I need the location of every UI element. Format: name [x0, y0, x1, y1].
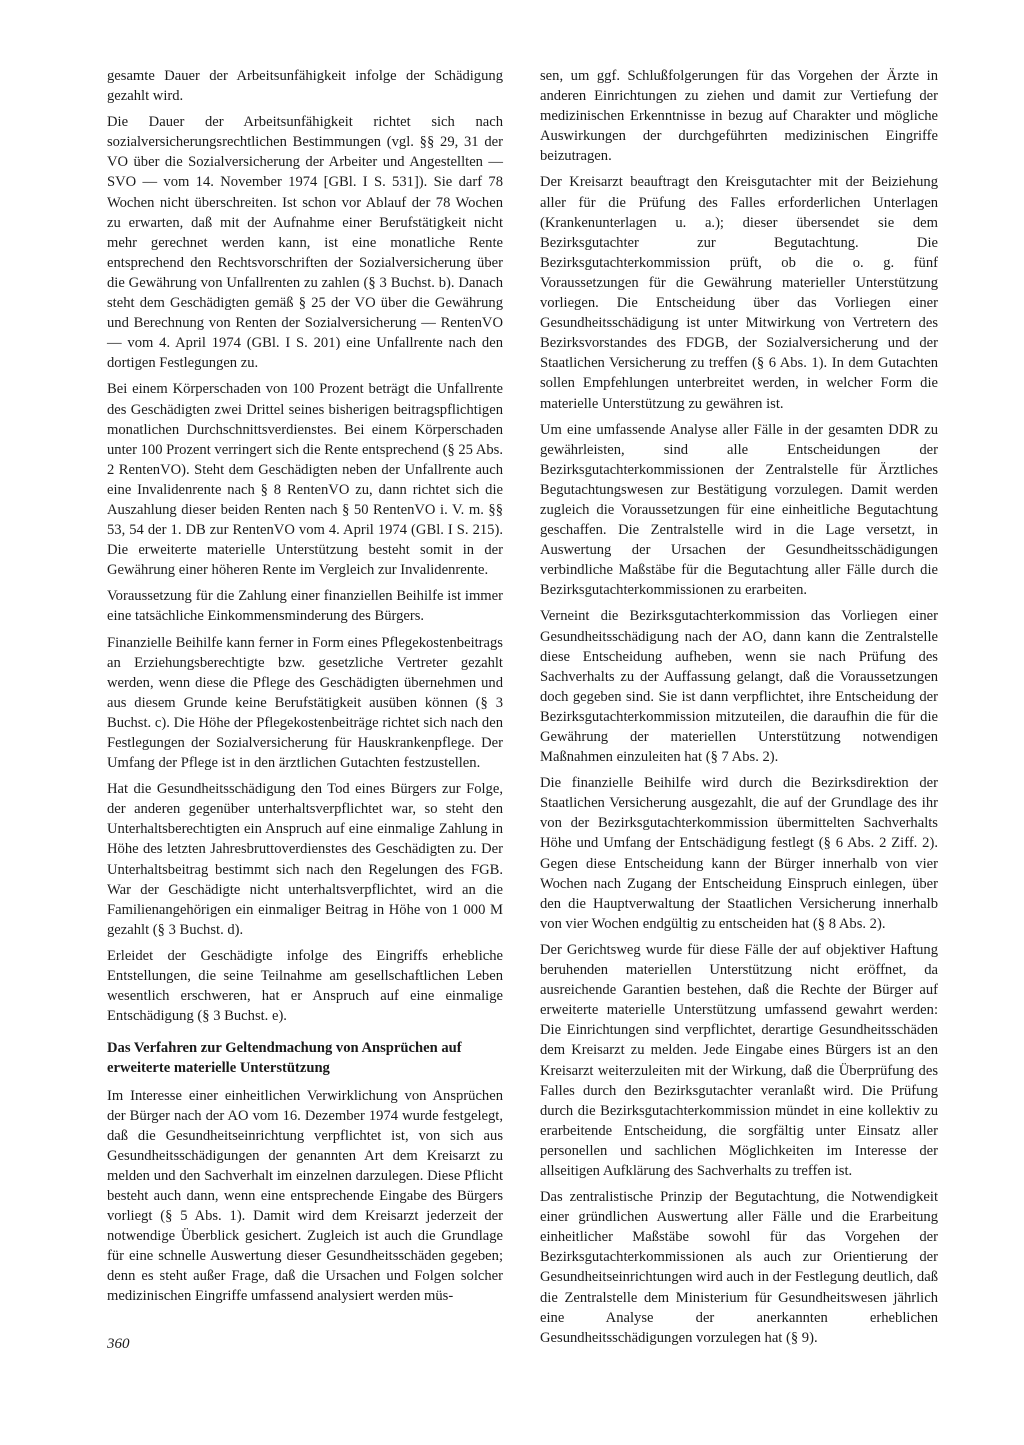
paragraph: Erleidet der Geschädigte infolge des Eingriffs erhebliche Entstellungen, die seine Teilnahme am gesellschaftlichen Leben wesentlich erschweren, hat er Anspruch auf eine einmalige Entschädigung (§ 3 Buchst. e).: [107, 947, 503, 1025]
paragraph: Finanzielle Beihilfe kann ferner in Form eines Pflegekostenbeitrags an Erziehungsberechtigte bzw. gesetzliche Vertreter gezahlt werden, wenn diese die Pflege des Geschädigten übernehmen und aus diesem Grunde keine Berufstätigkeit ausüben können (§ 3 Buchst. c). Die Höhe der Pflegekostenbeiträge richtet sich nach den Festlegungen der Sozialversicherung für Hauskrankenpflege. Der Umfang der Pflege ist in den ärztlichen Gutachten festzustellen.: [107, 634, 503, 772]
paragraph: Die Dauer der Arbeitsunfähigkeit richtet sich nach sozialversicherungsrechtlichen Bestimmungen (vgl. §§ 29, 31 der VO über die Sozialversicherung der Arbeiter und Angestellten — SVO — vom 14. November 1974 [GBl. I S. 531]). Sie darf 78 Wochen nicht überschreiten. Ist schon vor Ablauf der 78 Wochen zu erwarten, daß mit der Aufnahme einer Berufstätigkeit nicht mehr gerechnet werden kann, ist eine monatliche Rente entsprechend den Rechtsvorschriften der Sozialversicherung über die Gewährung von Unfallrenten zu zahlen (§ 3 Buchst. b). Danach steht dem Geschädigten gemäß § 25 der VO über die Gewährung und Berechnung von Renten der Sozialversicherung — RentenVO — vom 4. April 1974 (GBl. I S. 201) eine Unfallrente nach den dortigen Festlegungen zu.: [107, 114, 503, 372]
paragraph: Um eine umfassende Analyse aller Fälle in der gesamten DDR zu gewährleisten, sind alle Entscheidungen der Bezirksgutachterkommissionen der Zentralstelle für Ärztliches Begutachtungswesen zur Bestätigung vorzulegen. Damit werden zugleich die Voraussetzungen für eine einheitliche Begutachtung geschaffen. Die Zentralstelle wird in die Lage versetzt, in Auswertung der Ursachen der Gesundheitsschädigungen verbindliche Maßstäbe für die Begutachtung aller Fälle durch die Bezirksgutachterkommissionen zu erarbeiten.: [540, 421, 938, 599]
paragraph: Die finanzielle Beihilfe wird durch die Bezirksdirektion der Staatlichen Versicherung ausgezahlt, die auf der Grundlage des ihr von der Bezirksgutachterkommission übermittelten Sachverhalts Höhe und Umfang der Entschädigung festlegt (§ 6 Abs. 2 Ziff. 2). Gegen diese Entscheidung kann der Bürger innerhalb von vier Wochen nach Zugang der Entscheidung Einspruch einlegen, über den die Hauptverwaltung der Staatlichen Versicherung innerhalb von vier Wochen endgültig zu entscheiden hat (§ 8 Abs. 2).: [540, 775, 938, 932]
right-column: [540, 66, 938, 1354]
page-number: 360: [107, 1336, 130, 1352]
left-column: [107, 66, 503, 1313]
section-heading: Das Verfahren zur Geltendmachung von Ansprüchen auf erweiterte materielle Unterstützung: [107, 1040, 462, 1077]
paragraph: Im Interesse einer einheitlichen Verwirklichung von Ansprüchen der Bürger nach der AO vom 16. Dezember 1974 wurde festgelegt, daß die Gesundheitseinrichtung verpflichtet ist, von sich aus Gesundheitsschädigungen der genannten Art dem Kreisarzt zu melden und den Sachverhalt im einzelnen darzulegen. Diese Pflicht besteht auch dann, wenn eine entsprechende Eingabe des Bürgers vorliegt (§ 5 Abs. 1). Damit wird dem Kreisarzt jederzeit der notwendige Überblick gesichert. Zugleich ist auch die Grundlage für eine schnelle Auswertung dieser Gesundheitsschäden gegeben; denn es steht außer Frage, daß die Ursachen und Folgen solcher medizinischen Eingriffe umfassend analysiert werden müs-: [107, 1087, 503, 1305]
paragraph: Voraussetzung für die Zahlung einer finanziellen Beihilfe ist immer eine tatsächliche Einkommensminderung des Bürgers.: [107, 588, 503, 625]
paragraph: Der Gerichtsweg wurde für diese Fälle der auf objektiver Haftung beruhenden materiellen Unterstützung nicht eröffnet, da ausreichende Garantien bestehen, daß die Rechte der Bürger auf erweiterte materielle Unterstützung umfassend gewahrt werden: Die Einrichtungen sind verpflichtet, derartige Gesundheitsschäden dem Kreisarzt zu melden. Jede Eingabe eines Bürgers ist an den Kreisarzt weiterzuleiten mit der Wirkung, daß die Überprüfung des Falles durch den Bezirksgutachter veranlaßt wird. Die Prüfung durch die Bezirksgutachterkommission mündet in eine kollektiv zu erarbeitende Entscheidung, die sorgfältig unter Einsatz aller personellen und sachlichen Möglichkeiten im Interesse der allseitigen Aufklärung des Sachverhalts zu treffen ist.: [540, 941, 938, 1179]
paragraph: Hat die Gesundheitsschädigung den Tod eines Bürgers zur Folge, der anderen gegenüber unterhaltsverpflichtet war, so steht den Unterhaltsberechtigten ein Anspruch auf eine einmalige Zahlung in Höhe des letzten Jahresbruttoverdienstes des Geschädigten zu. Der Unterhaltsbeitrag bestimmt sich nach den Regelungen des FGB. War der Geschädigte nicht unterhaltsverpflichtet, wird an die Familienangehörigen ein einmaliger Beitrag in Höhe von 1 000 M gezahlt (§ 3 Buchst. d).: [107, 781, 503, 938]
paragraph: Das zentralistische Prinzip der Begutachtung, die Notwendigkeit einer gründlichen Auswertung aller Fälle und die Erarbeitung einheitlicher Maßstäbe sowohl für das Vorgehen der Bezirksgutachterkommissionen als auch zur Orientierung der Gesundheitseinrichtungen wird auch in der Festlegung deutlich, daß die Zentralstelle dem Ministerium für Gesundheitswesen jährlich eine Analyse der anerkannten erheblichen Gesundheitsschädigungen vorzulegen hat (§ 9).: [540, 1189, 938, 1346]
paragraph: sen, um ggf. Schlußfolgerungen für das Vorgehen der Ärzte in anderen Einrichtungen zu ziehen und damit zur Vertiefung der medizinischen Erkenntnisse in bezug auf Charakter und mögliche Auswirkungen der durchgeführten medizinischen Eingriffe beizutragen.: [540, 68, 938, 165]
paragraph: Verneint die Bezirksgutachterkommission das Vorliegen einer Gesundheitsschädigung nach der AO, dann kann die Zentralstelle diese Entscheidung aufheben, wenn sie nach Prüfung des Sachverhalts zu der Auffassung gelangt, daß die Voraussetzungen doch gegeben sind. Sie ist dann verpflichtet, ihre Entscheidung der Bezirksgutachterkommission mitzuteilen, die daraufhin die für die Gewährung der materiellen Unterstützung notwendigen Maßnahmen einzuleiten hat (§ 7 Abs. 2).: [540, 608, 938, 766]
paragraph: Der Kreisarzt beauftragt den Kreisgutachter mit der Beiziehung aller für die Prüfung des Falles erforderlichen Unterlagen (Krankenunterlagen u. a.); dieser übersendet sie dem Bezirksgutachter zur Begutachtung. Die Bezirksgutachterkommission prüft, ob die o. g. fünf Voraussetzungen für die Gewährung materieller Unterstützung vorliegen. Die Entscheidung über das Vorliegen einer Gesundheitsschädigung ist unter Mitwirkung von Vertretern des Bezirksvorstandes des FDGB, der Sozialversicherung und der Staatlichen Versicherung zu treffen (§ 6 Abs. 1). In dem Gutachten sollen Empfehlungen unterbreitet werden, in welcher Form die materielle Unterstützung zu gewähren ist.: [540, 174, 938, 412]
paragraph: gesamte Dauer der Arbeitsunfähigkeit infolge der Schädigung gezahlt wird.: [107, 68, 503, 105]
paragraph: Bei einem Körperschaden von 100 Prozent beträgt die Unfallrente des Geschädigten zwei Drittel seines bisherigen beitragspflichtigen monatlichen Durchschnittsverdienstes. Bei einem Körperschaden unter 100 Prozent verringert sich die Rente entsprechend (§ 25 Abs. 2 RentenVO). Steht dem Geschädigten neben der Unfallrente auch eine Invalidenrente nach § 8 RentenVO zu, dann richtet sich die Auszahlung dieser beiden Renten nach § 50 RentenVO i. V. m. §§ 53, 54 der 1. DB zur RentenVO vom 4. April 1974 (GBl. I S. 215). Die erweiterte materielle Unterstützung besteht somit in der Gewährung einer höheren Rente im Vergleich zur Invalidenrente.: [107, 381, 503, 579]
